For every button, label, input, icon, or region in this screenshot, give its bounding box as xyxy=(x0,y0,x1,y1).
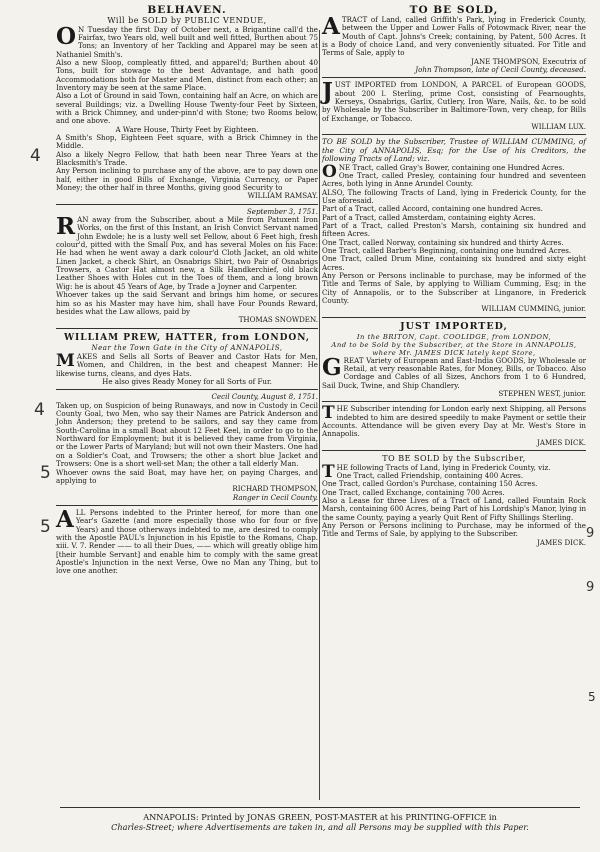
rule xyxy=(322,77,586,78)
left-column xyxy=(56,4,318,576)
dick2-heading: TO BE SOLD by the Subscriber, xyxy=(382,454,526,464)
cumming-accord: Part of a Tract, called Accord, containing one hundred Acres. xyxy=(322,204,543,214)
rule xyxy=(322,401,586,402)
cumming-presley: One Tract, called Presley, containing four hundred and seventeen Acres, both lying in Anne Arundel County. xyxy=(322,170,586,189)
lux-signature: WILLIAM LUX. xyxy=(531,122,586,132)
west-heading: JUST IMPORTED, xyxy=(400,320,508,332)
rule xyxy=(56,204,318,205)
runaway-notice: RAN away from the Subscriber, about a Mile from Patuxent Iron Works, on the first of this Instant, an Irish Convict Servant named John Ewdole; he is a lusty well set Fellow, about 6 Feet high, fresh colour'd, pitted with the Small Pox, and has several Moles on his Face: He had when he went away a dark colour'd Cloth Jacket, an old white Linen Jacket, a check Shirt, an Osnabrigs Shirt, two Pair of Osnabrigs Trowsers, a Castor Hat almost new, a Silk Handkerchief, old black Leather Shoes with Holes cut in the Toes of them, and a long brown Wig: he is about 45 Years of Age, by Trade a Joyner and Carpenter. xyxy=(56,213,318,291)
runaway-signature: THOMAS SNOWDEN. xyxy=(238,315,318,325)
runaway-date: September 3, 1751. xyxy=(246,206,318,216)
cumming-terms: Any Person or Persons inclinable to purchase, may be informed of the Title and Terms of Sale, by applying to William Cumming, Esq; in the City of Annapolis, or to the Subscriber at Linganore, in Frederick County. xyxy=(322,270,586,305)
griffith-signature-title: John Thompson, late of Cecil County, deceased. xyxy=(415,65,586,75)
dick2-exchange: One Tract, called Exchange, containing 700 Acres. xyxy=(322,487,505,497)
dick2-friendship: One Tract, called Friendship, containing 400 Acres. xyxy=(336,470,524,480)
dick-notice: THE Subscriber intending for London early next Shipping, all Persons indebted to him are desired speedily to make Payment or settle their Accounts. Attendance will be given every Day at Mr. West's Store in Annapolis. xyxy=(322,403,586,439)
prew-notice: MAKES and Sells all Sorts of Beaver and Castor Hats for Men, Women, and Children, in the best and cheapest Manner: He likewise turns, cleans, and dyes Hats. xyxy=(56,351,318,378)
west-subheading-1: In the BRITON, Capt. COOLIDGE, from LONDON, xyxy=(356,332,552,341)
cumming-amsterdam: Part of a Tract, called Amsterdam, containing eighty Acres. xyxy=(322,212,536,222)
margin-mark: 9 xyxy=(586,580,595,595)
dick2-intro: THE following Tracts of Land, lying in Frederick County, viz. xyxy=(322,461,551,482)
belhaven-subheading: Will be SOLD by PUBLIC VENDUE, xyxy=(107,16,267,25)
belhaven-lot: Also a Lot of Ground in said Town, containing half an Acre, on which are several Buildings; viz. a Dwelling House Twenty-four Feet by Sixteen, with a Brick Chimney, and under-pinn'd with Stone; two Rooms below, and one above. xyxy=(56,91,318,126)
imprint-line-1: ANNAPOLIS: Printed by JONAS GREEN, POST-MASTER at his PRINTING-OFFICE in xyxy=(143,812,497,822)
belhaven-signature: WILLIAM RAMSAY. xyxy=(247,191,318,201)
margin-mark: 5 xyxy=(40,463,51,483)
dick-signature: JAMES DICK. xyxy=(537,437,586,447)
margin-mark: 5 xyxy=(40,517,51,537)
margin-mark: 9 xyxy=(586,526,595,541)
dick2-lease: Also a Lease for three Lives of a Tract of Land, called Fountain Rock Marsh, containing 600 Acres, being Part of his Lordship's Manor, lying in the same County, paying a yearly Quit Rent of Fifty Shillings Sterling. xyxy=(322,496,587,522)
west-signature: STEPHEN WEST, junior. xyxy=(498,389,586,399)
cecil-signature: RICHARD THOMPSON, xyxy=(232,484,318,494)
cumming-drum-mine: One Tract, called Drum Mine, containing six hundred and sixty eight Acres. xyxy=(322,254,586,272)
prew-heading: WILLIAM PREW, HATTER, from LONDON, xyxy=(63,332,311,343)
cumming-preston: Part of a Tract, called Preston's Marsh, containing six hundred and fifteen Acres. xyxy=(322,220,586,239)
dick2-terms: Any Person or Persons inclining to Purchase, may be informed of the Title and Terms of Sale, by applying to the Subscriber. xyxy=(322,521,586,539)
rule xyxy=(322,134,586,135)
belhaven-warehouse: A Ware House, Thirty Feet by Eighteen. xyxy=(115,124,259,134)
cecil-date: Cecil County, August 8, 1751. xyxy=(211,392,318,402)
belhaven-heading: BELHAVEN. xyxy=(147,4,227,16)
margin-mark: 5 xyxy=(588,690,596,704)
belhaven-smith-shop: A Smith's Shop, Eighteen Feet square, with a Brick Chimney in the Middle. xyxy=(56,132,318,151)
belhaven-terms: Any Person inclining to purchase any of the above, are to pay down one half, either in good Bills of Exchange, Virginia Currency, or Paper Money; the other half in three Months, giving good Security to xyxy=(56,166,318,193)
margin-mark: 4 xyxy=(34,400,45,420)
belhaven-brigantine: O N Tuesday the first Day of October next, a Brigantine call'd the Fairfax, two Years old, well built and well fitted, Burthen about 75 Tons; an Inventory of her Tackling and Apparel may be seen at Nathaniel Smith's. xyxy=(56,22,318,59)
rule xyxy=(322,317,586,318)
griffith-heading: TO BE SOLD, xyxy=(409,4,499,16)
right-column xyxy=(322,4,586,547)
cecil-boat: Whoever owns the said Boat, may have her, on paying Charges, and applying to xyxy=(56,467,318,485)
cumming-gray-bower: ONE Tract, called Gray's Bower, containing one Hundred Acres. xyxy=(322,161,565,182)
cecil-signature-title: Ranger in Cecil County. xyxy=(232,492,318,502)
printer-notice: ALL Persons indebted to the Printer hereof, for more than one Year's Gazette (and more especially those who for four or five Years) and those otherways indebted to me, are desired to comply with the Apostle PAUL's Injunction in his Epistle to the Romans, Chap. xiii. V. 7. Render —— to all their Dues, —— which will greatly oblige him [their humble Servant] and enable him to comply with the same great Apostle's Injunction in the next Verse, Owe no Man any Thing, but to love one another. xyxy=(56,505,318,576)
dick2-gordon: One Tract, called Gordon's Purchase, containing 150 Acres. xyxy=(322,479,538,489)
margin-mark: 4 xyxy=(30,146,41,166)
lux-notice: JUST IMPORTED from LONDON, A PARCEL of European GOODS, about 200 l. Sterling, prime Cost, consisting of Fearnoughts, Kerseys, Osnabrigs, Garlix, Cutlery, Iron Ware, Nails, &c. to be sold by Wholesale by the Subscriber in Baltimore-Town, very cheap, for Bills of Exchange, or Tobacco. xyxy=(322,78,586,123)
belhaven-sloop: Also a new Sloop, compleatly fitted, and apparel'd; Burthen about 40 Tons, built for stowage to the best Advantage, and hath good Accommodations both for Master and Men, distinct from each other; an Inventory may be seen at the same Place. xyxy=(56,57,318,92)
prew-fur: He also gives Ready Money for all Sorts of Fur. xyxy=(102,377,272,387)
prew-subheading: Near the Town Gate in the City of ANNAPOLIS, xyxy=(91,343,283,352)
griffith-notice: ATRACT of Land, called Griffith's Park, lying in Frederick County, between the Upper and Lower Falls of Potowmack River, near the Mouth of Capt. Johns's Creek; containing, by Patent, 500 Acres. It is a Body of choice Land, and very conveniently situated. For Title and Terms of Sale, apply to xyxy=(322,13,586,58)
rule xyxy=(56,389,318,390)
rule xyxy=(322,450,586,451)
cumming-heading: TO BE SOLD by the Subscriber, Trustee of WILLIAM CUMMING, of the City of ANNAPOLIS, Esq; for the Use of his Creditors, the following Tracts of Land; viz. xyxy=(322,137,586,164)
cumming-signature: WILLIAM CUMMING, junior. xyxy=(481,304,586,314)
belhaven-negro: Also a likely Negro Fellow, that hath been near Three Years at the Blacksmith's Trade. xyxy=(56,149,318,167)
cumming-norway: One Tract, called Norway, containing six hundred and thirty Acres. xyxy=(322,237,564,247)
column-divider xyxy=(319,30,320,800)
griffith-signature: JANE THOMPSON, Executrix of xyxy=(471,56,586,66)
imprint-line-2: Charles-Street; where Advertisements are taken in, and all Persons may be supplied with this Paper. xyxy=(111,822,529,832)
cecil-notice: Taken up, on Suspicion of being Runaways, and now in Custody in Cecil County Goal, two Men, who say their Names are Patrick Anderson and John Anderson; they pretend to be sailors, and say they came from South-Carolina in a small Boat about 12 Feet Keel, in order to go to the Northward for Employment; but it is believed they came from Virginia, or the Lower Parts of Maryland; but will not own their Masters. One had on a Soldier's Coat, and Trowsers; the other a short blue Jacket and Trowsers: One is a short well-set Man; the other a tall elderly Man. xyxy=(56,400,318,469)
rule xyxy=(56,328,318,329)
printer-imprint xyxy=(60,807,580,832)
rule xyxy=(56,505,318,506)
west-notice: GREAT Variety of European and East-India GOODS, by Wholesale or Retail, at very reasonable Rates, for Money, Bills, or Tobacco. Also Cordage and Cables of all Sizes, Anchors from 1 to 6 Hundred, Sail Duck, Twine, and Ship Chandlery. xyxy=(322,353,586,390)
west-subheading-2: And to be Sold by the Subscriber, at the Store in ANNAPOLIS, where Mr. JAMES DICK lately kept Store, xyxy=(331,340,577,357)
cumming-also: ALSO, The following Tracts of Land, lying in Frederick County, for the Use aforesaid. xyxy=(322,187,586,205)
dick2-signature: JAMES DICK. xyxy=(537,537,586,547)
cumming-barber: One Tract, called Barber's Beginning, containing one hundred Acres. xyxy=(322,245,572,255)
runaway-reward: Whoever takes up the said Servant and brings him home, or secures him so as his Master may have him, shall have Four Pounds Reward, besides what the Law allows, paid by xyxy=(56,290,318,316)
